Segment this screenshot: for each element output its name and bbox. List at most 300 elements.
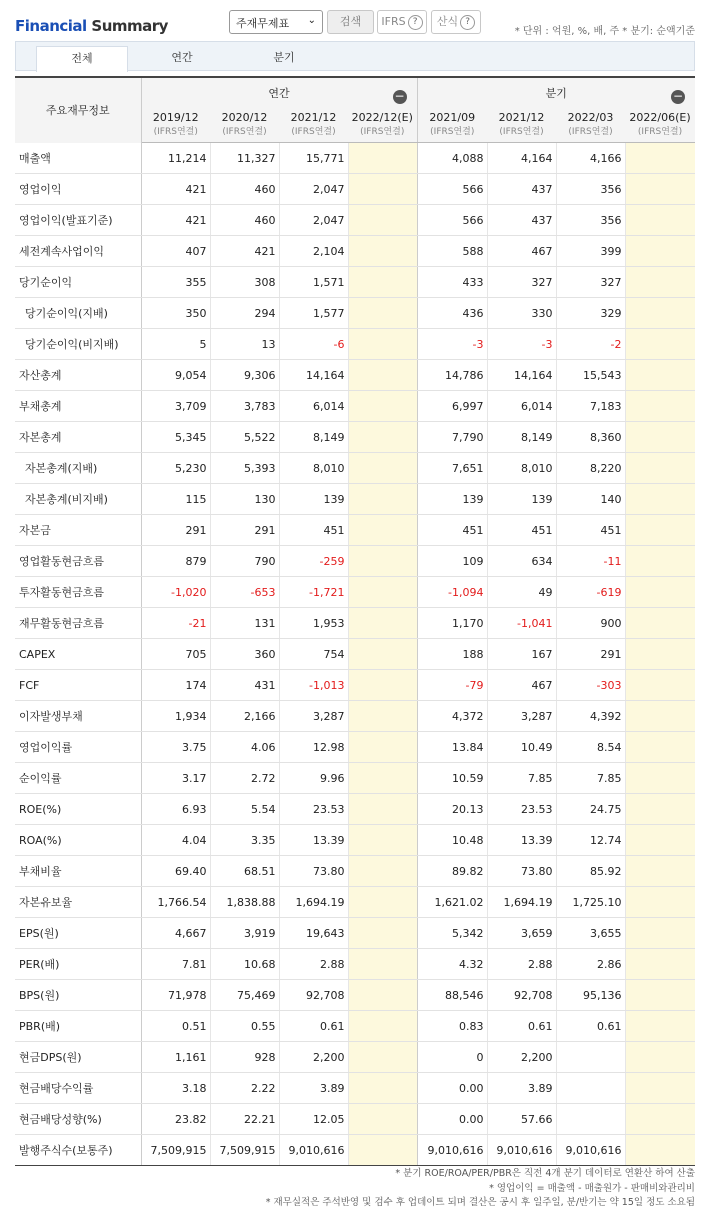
table-cell: 291	[556, 639, 625, 670]
table-cell: 3.89	[487, 1073, 556, 1104]
table-cell	[625, 391, 695, 422]
table-cell: 131	[210, 608, 279, 639]
table-cell: 109	[417, 546, 487, 577]
table-row	[15, 1073, 695, 1104]
footnote: * 분기 ROE/ROA/PER/PBR은 직전 4개 분기 데이터로 연환산 하여 산출	[395, 1168, 695, 1179]
period-basis: (IFRS연결)	[291, 127, 336, 137]
row-label: 현금DPS(원)	[15, 1042, 141, 1073]
table-cell: 3,655	[556, 918, 625, 949]
table-cell: 2,104	[279, 236, 348, 267]
table-cell: -2	[556, 329, 625, 360]
table-cell: 2,200	[279, 1042, 348, 1073]
table-row	[15, 732, 695, 763]
formula-help-button[interactable]	[431, 10, 481, 34]
table-cell: 329	[556, 298, 625, 329]
table-cell: 7,509,915	[210, 1135, 279, 1166]
table-cell: 4.04	[141, 825, 210, 856]
table-cell: 8,360	[556, 422, 625, 453]
row-label: 영업이익	[15, 174, 141, 205]
row-label: 재무활동현금흐름	[15, 608, 141, 639]
period-basis: (IFRS연결)	[222, 127, 267, 137]
table-cell	[556, 1073, 625, 1104]
table-cell: 57.66	[487, 1104, 556, 1135]
table-row	[15, 205, 695, 236]
table-cell: 6,997	[417, 391, 487, 422]
chevron-down-icon: ⌄	[307, 15, 316, 26]
table-cell	[348, 1073, 417, 1104]
period-label: 2020/12	[221, 111, 268, 124]
table-cell: 1,571	[279, 267, 348, 298]
table-cell: 1,934	[141, 701, 210, 732]
table-cell: 3,919	[210, 918, 279, 949]
table-cell: 5,393	[210, 453, 279, 484]
row-label: 자본유보율	[15, 887, 141, 918]
table-cell: 407	[141, 236, 210, 267]
table-cell	[625, 298, 695, 329]
table-cell: -303	[556, 670, 625, 701]
table-cell	[348, 794, 417, 825]
row-label: 자본총계(비지배)	[15, 484, 141, 515]
table-cell: 23.53	[487, 794, 556, 825]
table-row	[15, 546, 695, 577]
row-label: 매출액	[15, 143, 141, 174]
row-label: 현금배당성향(%)	[15, 1104, 141, 1135]
table-cell: 0.00	[417, 1073, 487, 1104]
table-cell: 437	[487, 205, 556, 236]
table-cell	[625, 484, 695, 515]
table-cell	[348, 949, 417, 980]
collapse-quarter-icon[interactable]: −	[673, 89, 684, 103]
table-cell: 7,651	[417, 453, 487, 484]
table-cell: 0.61	[279, 1011, 348, 1042]
period-label: 2022/03	[567, 111, 614, 124]
formula-label: 산식	[436, 15, 459, 28]
table-row	[15, 267, 695, 298]
table-cell: 14,786	[417, 360, 487, 391]
table-cell	[625, 267, 695, 298]
table-cell: 3,287	[487, 701, 556, 732]
table-cell	[348, 577, 417, 608]
period-basis: (IFRS연결)	[637, 127, 683, 137]
table-cell: 1,161	[141, 1042, 210, 1073]
table-cell: 9,010,616	[487, 1135, 556, 1166]
table-row	[15, 577, 695, 608]
period-header	[625, 108, 695, 143]
row-label: 이자발생부채	[15, 701, 141, 732]
table-cell	[348, 701, 417, 732]
annual-header-label: 연간	[268, 87, 290, 100]
table-cell: 0.55	[210, 1011, 279, 1042]
period-header	[487, 108, 556, 143]
table-cell: 8,149	[279, 422, 348, 453]
table-cell: 6,014	[487, 391, 556, 422]
table-cell: 421	[141, 205, 210, 236]
statement-select[interactable]	[229, 10, 323, 34]
period-header	[417, 108, 487, 143]
table-cell: 1,694.19	[279, 887, 348, 918]
table-cell	[348, 360, 417, 391]
table-row	[15, 391, 695, 422]
table-cell	[348, 670, 417, 701]
row-label: ROA(%)	[15, 825, 141, 856]
table-cell: 92,708	[279, 980, 348, 1011]
table-cell: 9,054	[141, 360, 210, 391]
table-cell: 75,469	[210, 980, 279, 1011]
table-row	[15, 918, 695, 949]
table-cell: -653	[210, 577, 279, 608]
table-cell	[625, 763, 695, 794]
table-cell: 5.54	[210, 794, 279, 825]
table-cell: 431	[210, 670, 279, 701]
table-cell: -1,013	[279, 670, 348, 701]
table-cell: 421	[141, 174, 210, 205]
table-row	[15, 701, 695, 732]
table-cell: 139	[279, 484, 348, 515]
table-cell: 2,047	[279, 205, 348, 236]
toolbar	[0, 0, 709, 40]
table-cell: 588	[417, 236, 487, 267]
row-label: 영업이익률	[15, 732, 141, 763]
table-cell: 356	[556, 205, 625, 236]
table-cell	[348, 918, 417, 949]
table-cell: 3.89	[279, 1073, 348, 1104]
table-cell	[625, 546, 695, 577]
row-label: PER(배)	[15, 949, 141, 980]
table-cell: 139	[417, 484, 487, 515]
table-cell: 327	[556, 267, 625, 298]
table-cell: 356	[556, 174, 625, 205]
table-cell: 460	[210, 174, 279, 205]
table-cell	[348, 887, 417, 918]
table-cell	[625, 732, 695, 763]
table-cell: 5,342	[417, 918, 487, 949]
table-cell: 5,522	[210, 422, 279, 453]
period-basis: (IFRS연결)	[568, 127, 613, 137]
table-cell: 5	[141, 329, 210, 360]
table-cell: 12.98	[279, 732, 348, 763]
table-cell: 2,047	[279, 174, 348, 205]
row-label: BPS(원)	[15, 980, 141, 1011]
table-cell: 9,010,616	[417, 1135, 487, 1166]
row-label: 자본총계(지배)	[15, 453, 141, 484]
table-cell: 1,577	[279, 298, 348, 329]
period-label: 2021/12	[290, 111, 337, 124]
period-basis: (IFRS연결)	[430, 127, 475, 137]
table-cell: -3	[417, 329, 487, 360]
table-cell: 73.80	[279, 856, 348, 887]
table-cell: 13	[210, 329, 279, 360]
table-cell	[625, 701, 695, 732]
table-cell: 451	[487, 515, 556, 546]
table-cell	[348, 391, 417, 422]
row-label: PBR(배)	[15, 1011, 141, 1042]
table-cell: 22.21	[210, 1104, 279, 1135]
table-cell	[625, 143, 695, 174]
table-cell: 0.61	[556, 1011, 625, 1042]
table-cell	[625, 608, 695, 639]
table-cell: 1,838.88	[210, 887, 279, 918]
table-cell: 8,220	[556, 453, 625, 484]
table-cell: 3,287	[279, 701, 348, 732]
table-cell: 2.88	[487, 949, 556, 980]
table-row	[15, 1011, 695, 1042]
table-cell	[625, 453, 695, 484]
row-label: 당기순이익(지배)	[15, 298, 141, 329]
table-cell: 467	[487, 236, 556, 267]
table-cell: 8,010	[279, 453, 348, 484]
quarter-header-label: 분기	[545, 87, 567, 100]
table-cell	[625, 670, 695, 701]
table-cell: 6,014	[279, 391, 348, 422]
table-cell	[348, 980, 417, 1011]
table-cell	[625, 639, 695, 670]
table-cell: 3.18	[141, 1073, 210, 1104]
table-cell: -11	[556, 546, 625, 577]
table-row	[15, 825, 695, 856]
table-row	[15, 1042, 695, 1073]
table-cell: 0.83	[417, 1011, 487, 1042]
table-row	[15, 670, 695, 701]
table-cell: 3.75	[141, 732, 210, 763]
table-cell: 355	[141, 267, 210, 298]
period-basis: (IFRS연결)	[360, 127, 405, 137]
row-label: 부채비율	[15, 856, 141, 887]
table-cell: 9.96	[279, 763, 348, 794]
row-label: 세전계속사업이익	[15, 236, 141, 267]
table-row	[15, 515, 695, 546]
table-cell: 7.85	[556, 763, 625, 794]
table-cell: 7,509,915	[141, 1135, 210, 1166]
table-cell	[348, 515, 417, 546]
table-cell: 92,708	[487, 980, 556, 1011]
table-cell	[625, 1135, 695, 1166]
period-label: 2022/06(E)	[629, 111, 691, 124]
table-cell: 291	[141, 515, 210, 546]
table-cell: 566	[417, 174, 487, 205]
table-cell	[348, 825, 417, 856]
table-cell: 3.17	[141, 763, 210, 794]
row-label: 당기순이익(비지배)	[15, 329, 141, 360]
table-cell: 5,230	[141, 453, 210, 484]
table-cell: 8,010	[487, 453, 556, 484]
table-row	[15, 608, 695, 639]
table-cell: 7.85	[487, 763, 556, 794]
table-cell: -6	[279, 329, 348, 360]
table-cell: 1,621.02	[417, 887, 487, 918]
table-cell: 790	[210, 546, 279, 577]
table-row	[15, 1135, 695, 1166]
table-cell	[625, 949, 695, 980]
table-cell	[348, 205, 417, 236]
table-cell	[625, 236, 695, 267]
table-cell	[348, 732, 417, 763]
row-label: 자산총계	[15, 360, 141, 391]
period-label: 2021/09	[429, 111, 476, 124]
tab-annual[interactable]: 연간	[171, 51, 193, 64]
table-cell: 69.40	[141, 856, 210, 887]
table-cell: 879	[141, 546, 210, 577]
table-cell: 1,953	[279, 608, 348, 639]
table-cell	[625, 422, 695, 453]
table-cell: 754	[279, 639, 348, 670]
table-cell: 705	[141, 639, 210, 670]
table-cell: -1,094	[417, 577, 487, 608]
period-label: 2021/12	[498, 111, 545, 124]
help-icon: ?	[460, 15, 475, 30]
table-cell: 0.61	[487, 1011, 556, 1042]
main-header: 주요재무정보	[15, 77, 141, 143]
row-label: EPS(원)	[15, 918, 141, 949]
table-cell	[625, 1073, 695, 1104]
table-cell: 3,709	[141, 391, 210, 422]
table-cell	[348, 1104, 417, 1135]
table-row	[15, 453, 695, 484]
table-cell: 1,766.54	[141, 887, 210, 918]
row-label: 순이익률	[15, 763, 141, 794]
table-cell: -1,041	[487, 608, 556, 639]
table-cell: 2,166	[210, 701, 279, 732]
table-cell: 23.82	[141, 1104, 210, 1135]
table-cell: 20.13	[417, 794, 487, 825]
table-cell: 10.48	[417, 825, 487, 856]
help-icon: ?	[408, 15, 423, 30]
table-cell: 9,306	[210, 360, 279, 391]
table-cell: 2.72	[210, 763, 279, 794]
table-cell	[625, 577, 695, 608]
table-cell: 115	[141, 484, 210, 515]
table-cell: 451	[279, 515, 348, 546]
tab-quarter[interactable]: 분기	[273, 51, 295, 64]
quarter-header	[417, 77, 695, 108]
table-cell: -3	[487, 329, 556, 360]
table-cell: 10.68	[210, 949, 279, 980]
table-row	[15, 1104, 695, 1135]
table-cell	[348, 1042, 417, 1073]
table-cell	[625, 1042, 695, 1073]
table-cell	[348, 546, 417, 577]
row-label: 현금배당수익률	[15, 1073, 141, 1104]
table-cell	[348, 453, 417, 484]
table-cell: 89.82	[417, 856, 487, 887]
table-cell: 4.06	[210, 732, 279, 763]
table-cell: 11,327	[210, 143, 279, 174]
table-cell: 14,164	[487, 360, 556, 391]
table-cell: 0.51	[141, 1011, 210, 1042]
table-cell	[348, 236, 417, 267]
table-cell: 4,667	[141, 918, 210, 949]
period-header	[348, 108, 417, 143]
table-cell	[625, 205, 695, 236]
table-cell	[556, 1042, 625, 1073]
statement-select-value: 주재무제표	[236, 17, 290, 30]
table-cell: 3.35	[210, 825, 279, 856]
table-cell	[625, 360, 695, 391]
table-cell: 7,183	[556, 391, 625, 422]
table-row	[15, 639, 695, 670]
tab-all[interactable]: 전체	[36, 46, 128, 72]
table-cell	[625, 918, 695, 949]
table-cell: 4,088	[417, 143, 487, 174]
table-cell: 12.74	[556, 825, 625, 856]
table-cell	[348, 422, 417, 453]
table-cell: 12.05	[279, 1104, 348, 1135]
table-cell: -21	[141, 608, 210, 639]
table-cell: 8.54	[556, 732, 625, 763]
table-cell: 71,978	[141, 980, 210, 1011]
period-header	[210, 108, 279, 143]
period-header	[141, 108, 210, 143]
table-cell: 4,166	[556, 143, 625, 174]
table-cell: 291	[210, 515, 279, 546]
ifrs-label: IFRS	[381, 15, 406, 28]
title-brand: Financial	[15, 17, 87, 35]
row-label: ROE(%)	[15, 794, 141, 825]
table-cell: 19,643	[279, 918, 348, 949]
table-row	[15, 856, 695, 887]
table-cell	[348, 856, 417, 887]
table-row	[15, 794, 695, 825]
row-label: 부채총계	[15, 391, 141, 422]
row-label: 영업활동현금흐름	[15, 546, 141, 577]
search-button[interactable]: 검색	[327, 10, 374, 34]
table-cell	[348, 174, 417, 205]
table-cell: 1,170	[417, 608, 487, 639]
table-cell: 437	[487, 174, 556, 205]
footnotes	[266, 1167, 695, 1211]
table-cell: 88,546	[417, 980, 487, 1011]
table-cell: -1,721	[279, 577, 348, 608]
table-row	[15, 887, 695, 918]
table-cell	[625, 515, 695, 546]
table-row	[15, 174, 695, 205]
table-cell: 460	[210, 205, 279, 236]
table-cell: 433	[417, 267, 487, 298]
table-cell	[348, 267, 417, 298]
table-cell	[348, 639, 417, 670]
table-cell: 95,136	[556, 980, 625, 1011]
table-cell: 6.93	[141, 794, 210, 825]
table-cell	[348, 329, 417, 360]
table-cell: 399	[556, 236, 625, 267]
collapse-annual-icon[interactable]: −	[394, 89, 405, 103]
table-row	[15, 143, 695, 174]
table-row	[15, 980, 695, 1011]
table-cell: 68.51	[210, 856, 279, 887]
period-label: 2019/12	[152, 111, 199, 124]
table-cell	[348, 484, 417, 515]
table-cell: -259	[279, 546, 348, 577]
table-cell: 140	[556, 484, 625, 515]
tab-bar	[15, 41, 695, 71]
table-cell	[625, 856, 695, 887]
table-cell: 900	[556, 608, 625, 639]
table-cell	[625, 1011, 695, 1042]
table-cell: 73.80	[487, 856, 556, 887]
table-cell: 928	[210, 1042, 279, 1073]
table-cell: 24.75	[556, 794, 625, 825]
table-cell	[625, 825, 695, 856]
table-cell: 167	[487, 639, 556, 670]
table-cell: 14,164	[279, 360, 348, 391]
period-label: 2022/12(E)	[351, 111, 413, 124]
row-label: 자본금	[15, 515, 141, 546]
row-label: 투자활동현금흐름	[15, 577, 141, 608]
table-cell: 23.53	[279, 794, 348, 825]
table-cell: 139	[487, 484, 556, 515]
table-cell	[625, 1104, 695, 1135]
ifrs-help-button[interactable]	[377, 10, 427, 34]
table-cell	[625, 794, 695, 825]
